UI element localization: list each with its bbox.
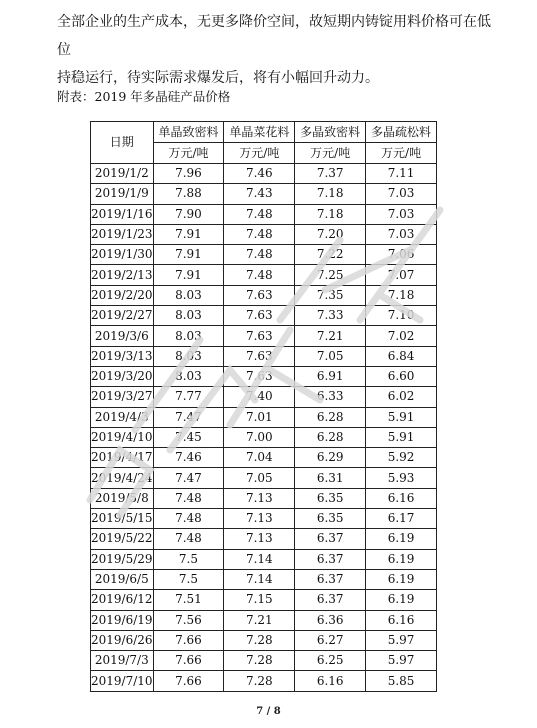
price-cell: 7.66 <box>153 671 224 691</box>
price-cell: 7.28 <box>224 651 295 671</box>
date-cell: 2019/3/27 <box>91 387 154 407</box>
price-cell: 8.03 <box>153 306 224 326</box>
price-cell: 6.19 <box>366 529 437 549</box>
price-cell: 7.48 <box>153 488 224 508</box>
price-cell: 7.28 <box>224 630 295 650</box>
price-cell: 8.03 <box>153 326 224 346</box>
date-cell: 2019/3/20 <box>91 366 154 386</box>
price-cell: 7.04 <box>224 448 295 468</box>
table-row <box>91 407 437 427</box>
table-row <box>91 306 437 326</box>
price-cell: 6.29 <box>295 448 366 468</box>
table-row <box>91 265 437 285</box>
date-cell: 2019/1/23 <box>91 224 154 244</box>
table-body <box>91 164 437 692</box>
price-cell: 7.03 <box>366 224 437 244</box>
date-cell: 2019/6/26 <box>91 630 154 650</box>
price-cell: 7.45 <box>153 427 224 447</box>
price-cell: 6.60 <box>366 366 437 386</box>
price-cell: 7.11 <box>366 164 437 184</box>
table-row <box>91 285 437 305</box>
price-cell: 7.63 <box>224 346 295 366</box>
table-row <box>91 671 437 691</box>
date-cell: 2019/7/3 <box>91 651 154 671</box>
price-cell: 7.91 <box>153 224 224 244</box>
price-cell: 7.10 <box>366 306 437 326</box>
price-cell: 7.13 <box>224 529 295 549</box>
price-cell: 7.5 <box>153 549 224 569</box>
price-cell: 6.35 <box>295 509 366 529</box>
price-cell: 7.06 <box>366 245 437 265</box>
table-row <box>91 346 437 366</box>
price-cell: 6.91 <box>295 366 366 386</box>
column-header: 单晶菜花料 <box>224 122 295 143</box>
price-cell: 7.21 <box>224 610 295 630</box>
table-row <box>91 630 437 650</box>
date-cell: 2019/2/20 <box>91 285 154 305</box>
price-cell: 6.19 <box>366 590 437 610</box>
price-cell: 7.33 <box>295 306 366 326</box>
table-row <box>91 651 437 671</box>
price-cell: 7.21 <box>295 326 366 346</box>
date-cell: 2019/4/24 <box>91 468 154 488</box>
price-cell: 6.37 <box>295 590 366 610</box>
price-cell: 7.63 <box>224 306 295 326</box>
date-cell: 2019/5/29 <box>91 549 154 569</box>
price-cell: 8.03 <box>153 346 224 366</box>
price-cell: 8.03 <box>153 285 224 305</box>
date-header: 日期 <box>91 122 154 164</box>
table-row <box>91 387 437 407</box>
price-cell: 7.18 <box>295 204 366 224</box>
date-cell: 2019/4/17 <box>91 448 154 468</box>
date-cell: 2019/4/3 <box>91 407 154 427</box>
table-row <box>91 448 437 468</box>
polysilicon-price-table <box>90 121 437 692</box>
price-cell: 7.56 <box>153 610 224 630</box>
price-cell: 6.16 <box>366 488 437 508</box>
price-cell: 7.18 <box>366 285 437 305</box>
price-cell: 7.77 <box>153 387 224 407</box>
table-row <box>91 488 437 508</box>
date-cell: 2019/6/19 <box>91 610 154 630</box>
price-cell: 5.97 <box>366 630 437 650</box>
table-row <box>91 529 437 549</box>
date-cell: 2019/3/13 <box>91 346 154 366</box>
price-cell: 7.35 <box>295 285 366 305</box>
price-cell: 7.03 <box>366 184 437 204</box>
price-cell: 5.93 <box>366 468 437 488</box>
price-cell: 6.02 <box>366 387 437 407</box>
column-header: 多晶疏松料 <box>366 122 437 143</box>
table-row <box>91 427 437 447</box>
table-row <box>91 590 437 610</box>
price-cell: 6.16 <box>366 610 437 630</box>
date-cell: 2019/5/22 <box>91 529 154 549</box>
date-cell: 2019/3/6 <box>91 326 154 346</box>
unit-header: 万元/吨 <box>153 143 224 164</box>
price-cell: 5.92 <box>366 448 437 468</box>
column-header: 单晶致密料 <box>153 122 224 143</box>
price-cell: 7.63 <box>224 285 295 305</box>
price-cell: 7.37 <box>295 164 366 184</box>
price-cell: 7.01 <box>224 407 295 427</box>
price-cell: 7.90 <box>153 204 224 224</box>
price-cell: 8.03 <box>153 366 224 386</box>
price-cell: 7.20 <box>295 224 366 244</box>
date-cell: 2019/4/10 <box>91 427 154 447</box>
price-cell: 5.85 <box>366 671 437 691</box>
price-cell: 7.48 <box>153 509 224 529</box>
price-cell: 7.40 <box>224 387 295 407</box>
price-cell: 7.63 <box>224 326 295 346</box>
price-cell: 7.05 <box>295 346 366 366</box>
intro-paragraph <box>57 8 497 92</box>
price-cell: 6.19 <box>366 569 437 589</box>
price-cell: 7.48 <box>153 529 224 549</box>
price-cell: 6.84 <box>366 346 437 366</box>
unit-header: 万元/吨 <box>295 143 366 164</box>
table-row <box>91 610 437 630</box>
table-row <box>91 468 437 488</box>
price-cell: 6.31 <box>295 468 366 488</box>
table-row <box>91 366 437 386</box>
page-number: 7 / 8 <box>256 706 281 717</box>
table-caption: 附表：2019 年多晶硅产品价格 <box>57 89 231 104</box>
price-cell: 5.97 <box>366 651 437 671</box>
table-row <box>91 204 437 224</box>
price-cell: 7.48 <box>224 265 295 285</box>
price-cell: 5.91 <box>366 407 437 427</box>
price-cell: 7.14 <box>224 569 295 589</box>
price-cell: 7.47 <box>153 468 224 488</box>
price-cell: 7.5 <box>153 569 224 589</box>
column-header: 多晶致密料 <box>295 122 366 143</box>
price-cell: 7.25 <box>295 265 366 285</box>
date-cell: 2019/7/10 <box>91 671 154 691</box>
price-cell: 6.17 <box>366 509 437 529</box>
price-cell: 7.28 <box>224 671 295 691</box>
date-cell: 2019/5/15 <box>91 509 154 529</box>
date-cell: 2019/1/30 <box>91 245 154 265</box>
price-cell: 6.28 <box>295 427 366 447</box>
price-cell: 6.37 <box>295 549 366 569</box>
price-cell: 7.47 <box>153 407 224 427</box>
intro-line-1: 全部企业的生产成本，无更多降价空间，故短期内铸锭用料价格可在低位 <box>57 14 491 58</box>
table-row <box>91 549 437 569</box>
date-cell: 2019/1/2 <box>91 164 154 184</box>
date-cell: 2019/1/16 <box>91 204 154 224</box>
unit-header: 万元/吨 <box>366 143 437 164</box>
price-cell: 7.96 <box>153 164 224 184</box>
price-cell: 7.15 <box>224 590 295 610</box>
price-cell: 7.43 <box>224 184 295 204</box>
price-cell: 7.07 <box>366 265 437 285</box>
price-cell: 7.63 <box>224 366 295 386</box>
price-cell: 7.05 <box>224 468 295 488</box>
price-cell: 7.13 <box>224 509 295 529</box>
header-row-names <box>91 122 437 143</box>
price-cell: 6.33 <box>295 387 366 407</box>
date-cell: 2019/1/9 <box>91 184 154 204</box>
intro-line-2: 持稳运行，待实际需求爆发后，将有小幅回升动力。 <box>57 70 379 86</box>
price-cell: 7.91 <box>153 265 224 285</box>
table-row <box>91 569 437 589</box>
price-cell: 7.46 <box>224 164 295 184</box>
price-cell: 6.36 <box>295 610 366 630</box>
price-cell: 7.02 <box>366 326 437 346</box>
date-cell: 2019/6/12 <box>91 590 154 610</box>
table-row <box>91 224 437 244</box>
price-cell: 7.00 <box>224 427 295 447</box>
price-cell: 6.19 <box>366 549 437 569</box>
table-row <box>91 164 437 184</box>
table-row <box>91 245 437 265</box>
price-cell: 7.14 <box>224 549 295 569</box>
date-cell: 2019/6/5 <box>91 569 154 589</box>
price-cell: 7.66 <box>153 630 224 650</box>
price-cell: 7.18 <box>295 184 366 204</box>
price-cell: 7.48 <box>224 245 295 265</box>
price-cell: 7.03 <box>366 204 437 224</box>
price-cell: 7.51 <box>153 590 224 610</box>
date-cell: 2019/2/13 <box>91 265 154 285</box>
price-cell: 7.22 <box>295 245 366 265</box>
price-cell: 6.28 <box>295 407 366 427</box>
price-cell: 6.16 <box>295 671 366 691</box>
price-cell: 7.66 <box>153 651 224 671</box>
price-cell: 7.13 <box>224 488 295 508</box>
table-row <box>91 184 437 204</box>
price-cell: 7.48 <box>224 224 295 244</box>
date-cell: 2019/2/27 <box>91 306 154 326</box>
price-cell: 7.48 <box>224 204 295 224</box>
price-cell: 6.37 <box>295 569 366 589</box>
price-cell: 7.46 <box>153 448 224 468</box>
price-cell: 6.27 <box>295 630 366 650</box>
price-cell: 6.25 <box>295 651 366 671</box>
price-cell: 7.88 <box>153 184 224 204</box>
price-cell: 6.35 <box>295 488 366 508</box>
date-cell: 2019/5/8 <box>91 488 154 508</box>
table-row <box>91 509 437 529</box>
price-cell: 6.37 <box>295 529 366 549</box>
price-cell: 7.91 <box>153 245 224 265</box>
price-cell: 5.91 <box>366 427 437 447</box>
table-row <box>91 326 437 346</box>
unit-header: 万元/吨 <box>224 143 295 164</box>
